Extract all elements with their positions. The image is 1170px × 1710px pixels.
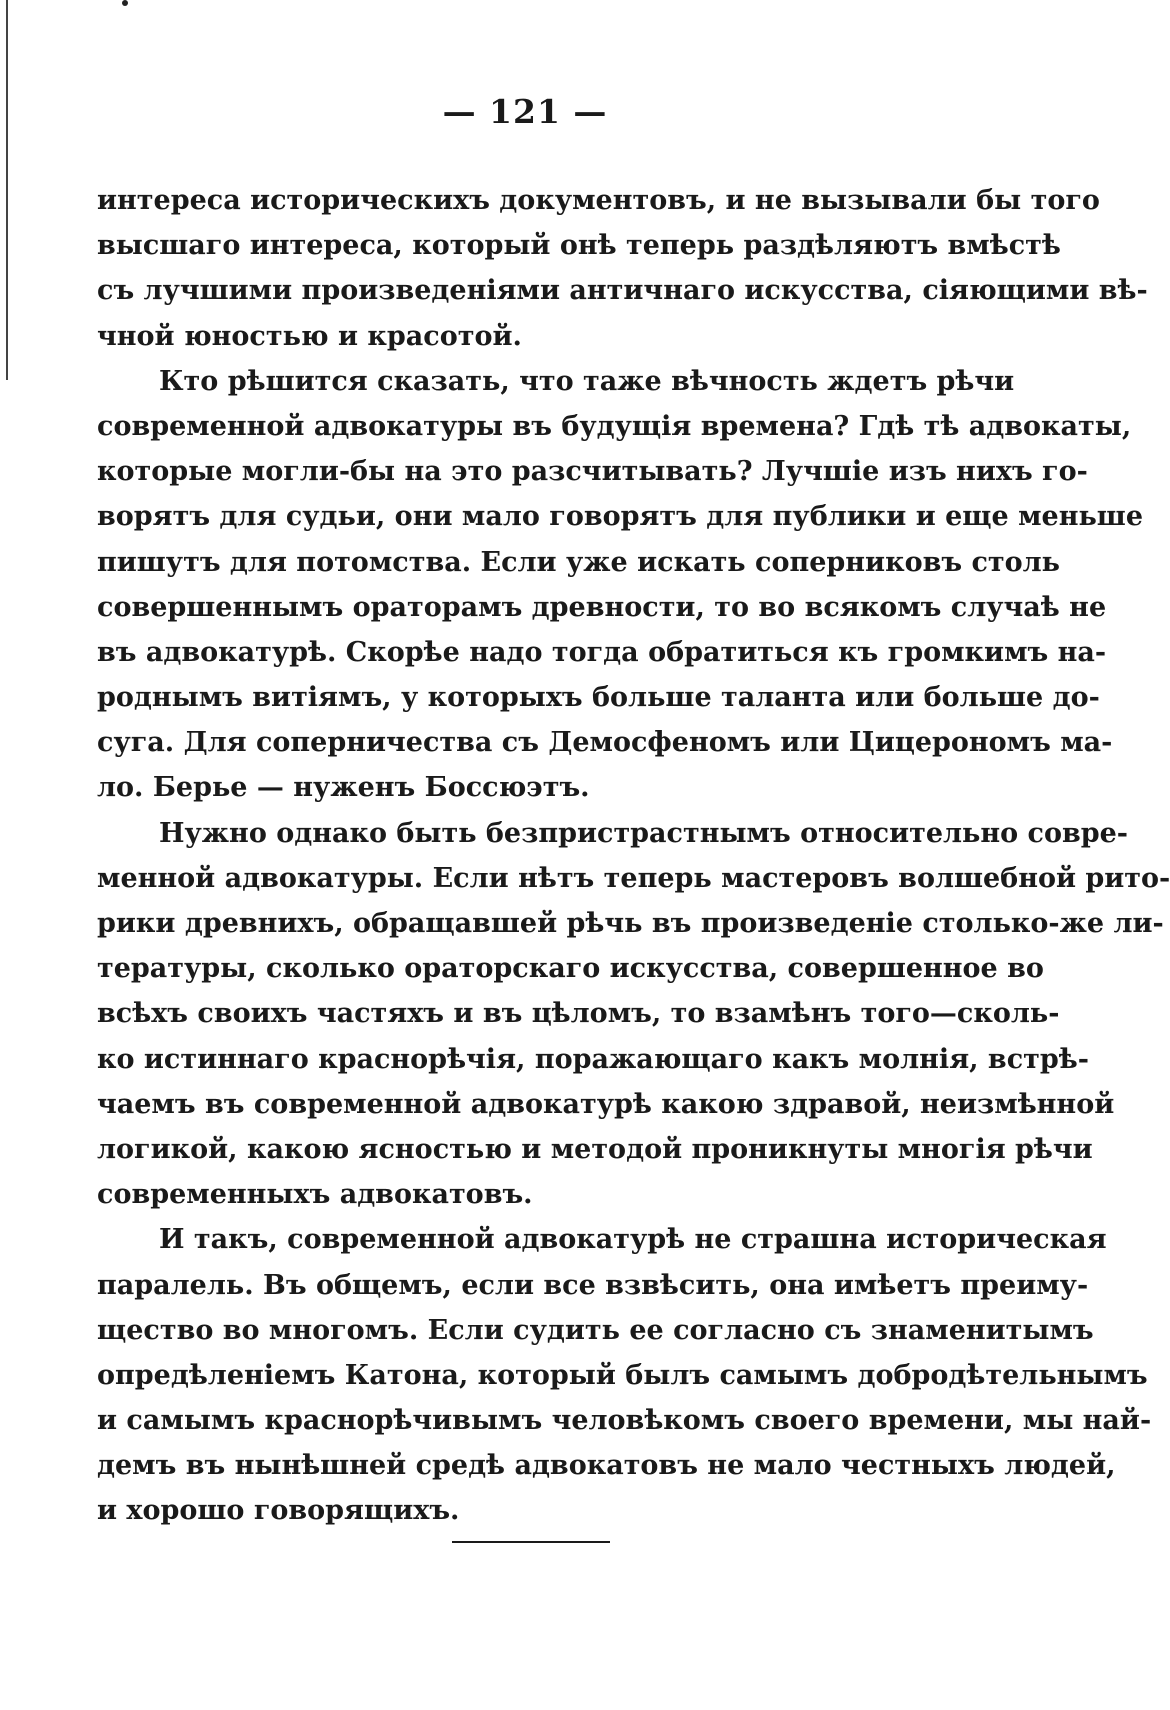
text-line: паралель. Въ общемъ, если все взвѣсить, она имѣетъ преиму- [97, 1269, 1089, 1301]
text-line: интереса историческихъ документовъ, и не вызывали бы того [97, 185, 1100, 216]
text-line: щество во многомъ. Если судить ее согласно съ знаменитымъ [97, 1314, 1094, 1346]
text-line: ко истиннаго краснорѣчія, поражающаго какъ молнія, встрѣ- [97, 1043, 1089, 1075]
text-line: Нужно однако быть безпристрастнымъ относительно совре- [159, 817, 1129, 849]
paragraph-4 [97, 1217, 1152, 1533]
end-rule [452, 1541, 610, 1543]
text-line: суга. Для соперничества съ Демосфеномъ или Цицерономъ ма- [97, 727, 1113, 759]
text-line: современной адвокатуры въ будущія времена? Гдѣ тѣ адвокаты, [97, 410, 1132, 442]
paragraph-2 [97, 359, 1143, 811]
text-line: всѣхъ своихъ частяхъ и въ цѣломъ, то взамѣнъ того—сколь- [97, 998, 1060, 1030]
text-line: совершеннымъ ораторамъ древности, то во всякомъ случаѣ не [97, 591, 1107, 623]
text-line: которые могли-бы на это разсчитывать? Лучшіе изъ нихъ го- [97, 456, 1088, 488]
text-line: пишутъ для потомства. Если уже искать соперниковъ столь [97, 546, 1060, 578]
text-line: высшаго интереса, который онѣ теперь раздѣляютъ вмѣстѣ [97, 230, 1061, 262]
text-line: опредѣленіемъ Катона, который былъ самымъ добродѣтельнымъ [97, 1359, 1148, 1391]
text-line: рики древнихъ, обращавшей рѣчь въ произведеніе столько-же ли- [97, 908, 1164, 939]
text-line: современныхъ адвокатовъ. [97, 1179, 533, 1211]
text-line: и самымъ краснорѣчивымъ человѣкомъ своего времени, мы най- [97, 1405, 1152, 1437]
text-line: тературы, сколько ораторскаго искусства, совершенное во [97, 953, 1044, 985]
text-line: ворятъ для судьи, они мало говорятъ для публики и еще меньше [97, 501, 1143, 533]
text-line: Кто рѣшится сказать, что таже вѣчность ждетъ рѣчи [159, 365, 1015, 397]
scan-dot-mark [122, 0, 128, 6]
page-number: — 121 — [442, 92, 608, 131]
text-line: въ адвокатурѣ. Скорѣе надо тогда обратиться къ громкимъ на- [97, 636, 1107, 668]
text-line: чаемъ въ современной адвокатурѣ какою здравой, неизмѣнной [97, 1088, 1115, 1120]
text-line: ло. Берье — нуженъ Боссюэтъ. [97, 772, 590, 804]
text-line: чной юностью и красотой. [97, 320, 522, 352]
text-line: менной адвокатуры. Если нѣтъ теперь мастеровъ волшебной рито- [97, 862, 1170, 894]
text-line: демъ въ нынѣшней средѣ адвокатовъ не мало честныхъ людей, [97, 1450, 1116, 1482]
body-text [97, 178, 1170, 1534]
text-line: И такъ, современной адвокатурѣ не страшна историческая [159, 1224, 1107, 1256]
paragraph-1 [97, 178, 1148, 359]
paragraph-3 [97, 811, 1170, 1218]
scan-edge-mark [6, 0, 8, 380]
text-line: и хорошо говорящихъ. [97, 1495, 460, 1527]
text-line: логикой, какою ясностью и методой проникнуты многія рѣчи [97, 1133, 1093, 1165]
text-line: съ лучшими произведеніями античнаго искусства, сіяющими вѣ- [97, 275, 1148, 307]
text-line: роднымъ витіямъ, у которыхъ больше таланта или больше до- [97, 682, 1100, 714]
